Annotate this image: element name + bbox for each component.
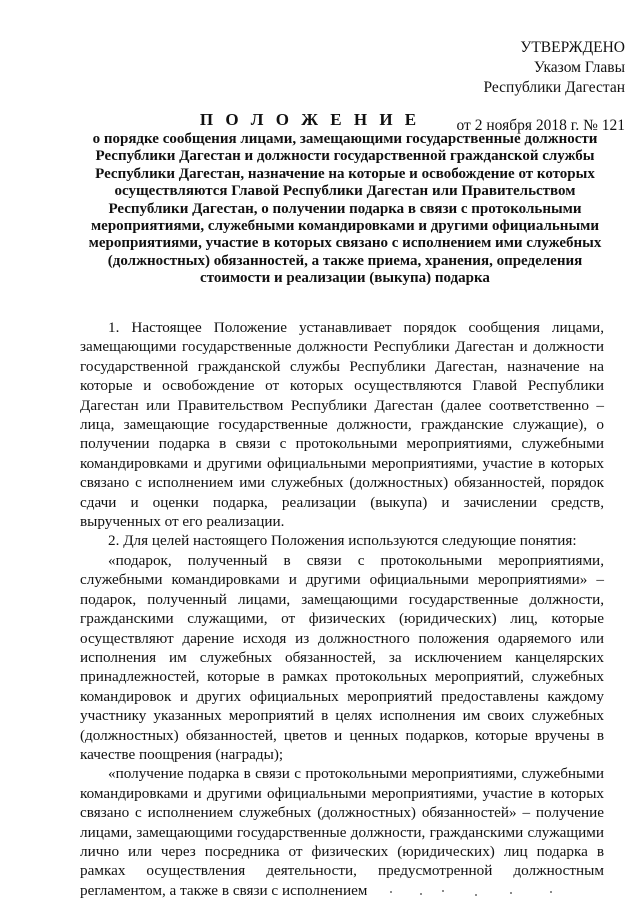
document-body xyxy=(80,318,604,900)
subtitle-line: о порядке сообщения лицами, замещающими государственные должности xyxy=(92,131,598,147)
document-subtitle xyxy=(70,131,620,288)
subtitle-line: стоимости и реализации (выкупа) подарка xyxy=(200,270,490,287)
subtitle-line: осуществляются Главой Республики Дагестан или Правительством xyxy=(114,183,576,200)
subtitle-line: Республики Дагестан, назначение на которые и освобождение от которых xyxy=(95,165,595,182)
subtitle-line: мероприятиями, служебными командировками и другими официальными xyxy=(90,218,600,235)
approval-line: от 2 ноября 2018 г. № 121 xyxy=(456,117,625,134)
subtitle-line: Республики Дагестан и должности государственной гражданской службы xyxy=(95,148,595,165)
approval-line: УТВЕРЖДЕНО xyxy=(520,39,625,56)
subtitle-line: (должностных) обязанностей, а также приема, хранения, определения xyxy=(107,252,583,269)
approval-line: Указом Главы xyxy=(533,59,625,76)
paragraph: «подарок, полученный в связи с протокольными мероприятиями, служебными командировками и другими официальными мероприятиями» – подарок, полученный лицами, замещающими государственные должности, гражданскими служащими, от физических (юридических) лиц, которые осуществляют дарение исходя из должностного положения одаряемого или исполнения им служебных обязанностей, за исключением канцелярских принадлежностей, которые в рамках протокольных мероприятий, служебных командировок и других официальных мероприятий предоставлены каждому участнику указанных мероприятий в целях исполнения им своих служебных (должностных) обязанностей, цветов и ценных подарков, которые вручены в качестве поощрения (награды); xyxy=(80,551,604,763)
subtitle-line: мероприятиями, участие в которых связано с исполнением ими служебных xyxy=(88,235,602,252)
document-title: П О Л О Ж Е Н И Е xyxy=(199,110,421,129)
paragraph: 2. Для целей настоящего Положения используются следующие понятия: xyxy=(108,532,577,550)
document-header xyxy=(70,109,620,288)
scan-noise xyxy=(380,888,580,898)
paragraph: «получение подарка в связи с протокольными мероприятиями, служебными командировками и другими официальными мероприятиями, участие в которых связано с исполнением служебных (должностных) обязанностей» – получение лицами, замещающими государственные должности, гражданскими служащими лично или через посредника от физических (юридических) лиц подарка в рамках осуществления деятельности, предусмотренной должностным регламентом, а также в связи с исполнением xyxy=(80,765,604,899)
approval-line: Республики Дагестан xyxy=(483,79,625,96)
subtitle-line: Республики Дагестан, о получении подарка в связи с протокольными xyxy=(108,200,582,217)
paragraph: 1. Настоящее Положение устанавливает порядок сообщения лицами, замещающими государственные должности Республики Дагестан и должности государственной гражданской службы Республики Дагестан, назначение на которые и освобождение от которых осуществляются Главой Республики Дагестан или Правительством Республики Дагестан (далее соответственно – лица, замещающие государственные должности, гражданские служащие), о получении подарка в связи с протокольными мероприятиями, служебными командировками и другими официальными мероприятиями, участие в которых связано с исполнением ими служебных (должностных) обязанностей, порядок сдачи и оценки подарка, реализации (выкупа) и зачислении средств, вырученных от его реализации. xyxy=(80,319,604,531)
